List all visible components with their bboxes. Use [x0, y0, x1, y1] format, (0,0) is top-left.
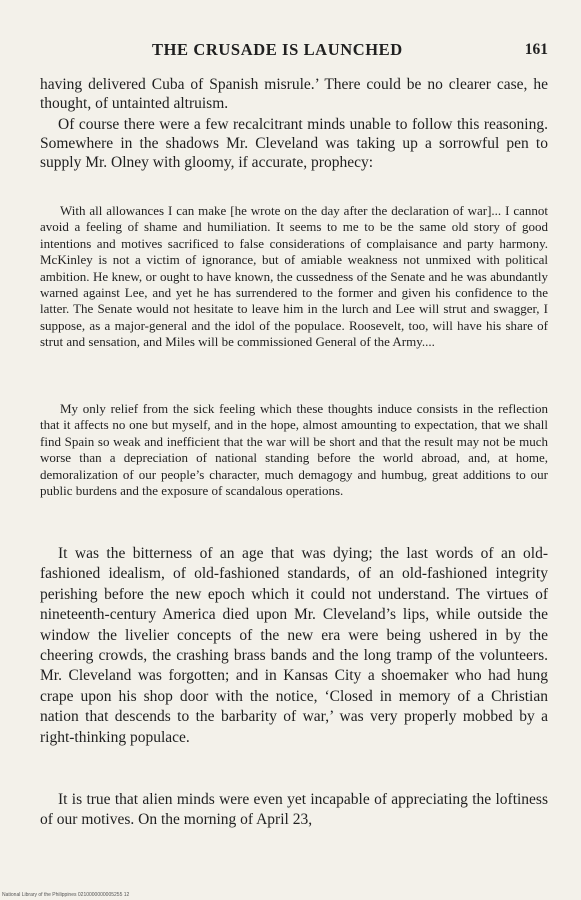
library-footer-stamp: National Library of the Philippines 0210000000005255 12: [2, 892, 130, 898]
running-head: [40, 40, 550, 62]
block-quote-paragraph-2: My only relief from the sick feeling which these thoughts induce consists in the reflection that it affects no one but myself, and in the hope, almost amounting to expectation, that we shall find Spain so weak and inefficient that the war will be short and that the result may not be much worse than a depreciation of national standing before the world abroad, and, at home, demoralization of our people’s character, much demagogy and humbug, great additions to our public burdens and the exposure of scandalous operations.: [40, 401, 548, 499]
paragraph-cleveland-intro: Of course there were a few recalcitrant minds unable to follow this reasoning. Somewhere in the shadows Mr. Cleveland was taking up a sorrowful pen to supply Mr. Olney with gloomy, if accurate, prophecy:: [40, 116, 548, 172]
paragraph-alien-minds: It is true that alien minds were even yet incapable of appreciating the loftiness of our motives. On the morning of April 23,: [40, 791, 548, 829]
block-quote-paragraph-1: With all allowances I can make [he wrote on the day after the declaration of war]... I cannot avoid a feeling of shame and humiliation. It seems to me to be the same old story of good intentions and motives sacrificed to false considerations of complaisance and party harmony. McKinley is not a victim of ignorance, but of amiable weakness not unmixed with political ambition. He knew, or ought to have known, the cussedness of the Senate and he was abundantly warned against Lee, and yet he has surrendered to the former and given his confidence to the latter. The Senate would not hesitate to leave him in the lurch and Lee will strut and swagger, I suppose, as a major-general and the idol of the populace. Roosevelt, too, will have his share of strut and sensation, and Miles will be commissioned General of the Army....: [40, 203, 548, 350]
running-title: THE CRUSADE IS LAUNCHED: [152, 40, 403, 59]
page-number: 161: [524, 41, 548, 58]
paragraph-bitterness-of-an-age: It was the bitterness of an age that was dying; the last words of an old-fashioned idealism, of old-fashioned standards, of an old-fashioned integrity perishing before the new epoch which it could not understand. The virtues of nineteenth-century America died upon Mr. Cleveland’s lips, while outside the window the livelier concepts of the new era were being ushered in by the cheering crowds, the crashing brass bands and the long tramp of the volunteers. Mr. Cleveland was forgotten; and in Kansas City a shoemaker who had hung crape upon his shop door with the notice, ‘Closed in memory of a Christian nation that descends to the barbarity of war,’ was very properly mobbed by a right-thinking populace.: [40, 545, 548, 746]
paragraph-continuation: having delivered Cuba of Spanish misrule.’ There could be no clearer case, he thought, of untainted altruism.: [40, 76, 548, 113]
